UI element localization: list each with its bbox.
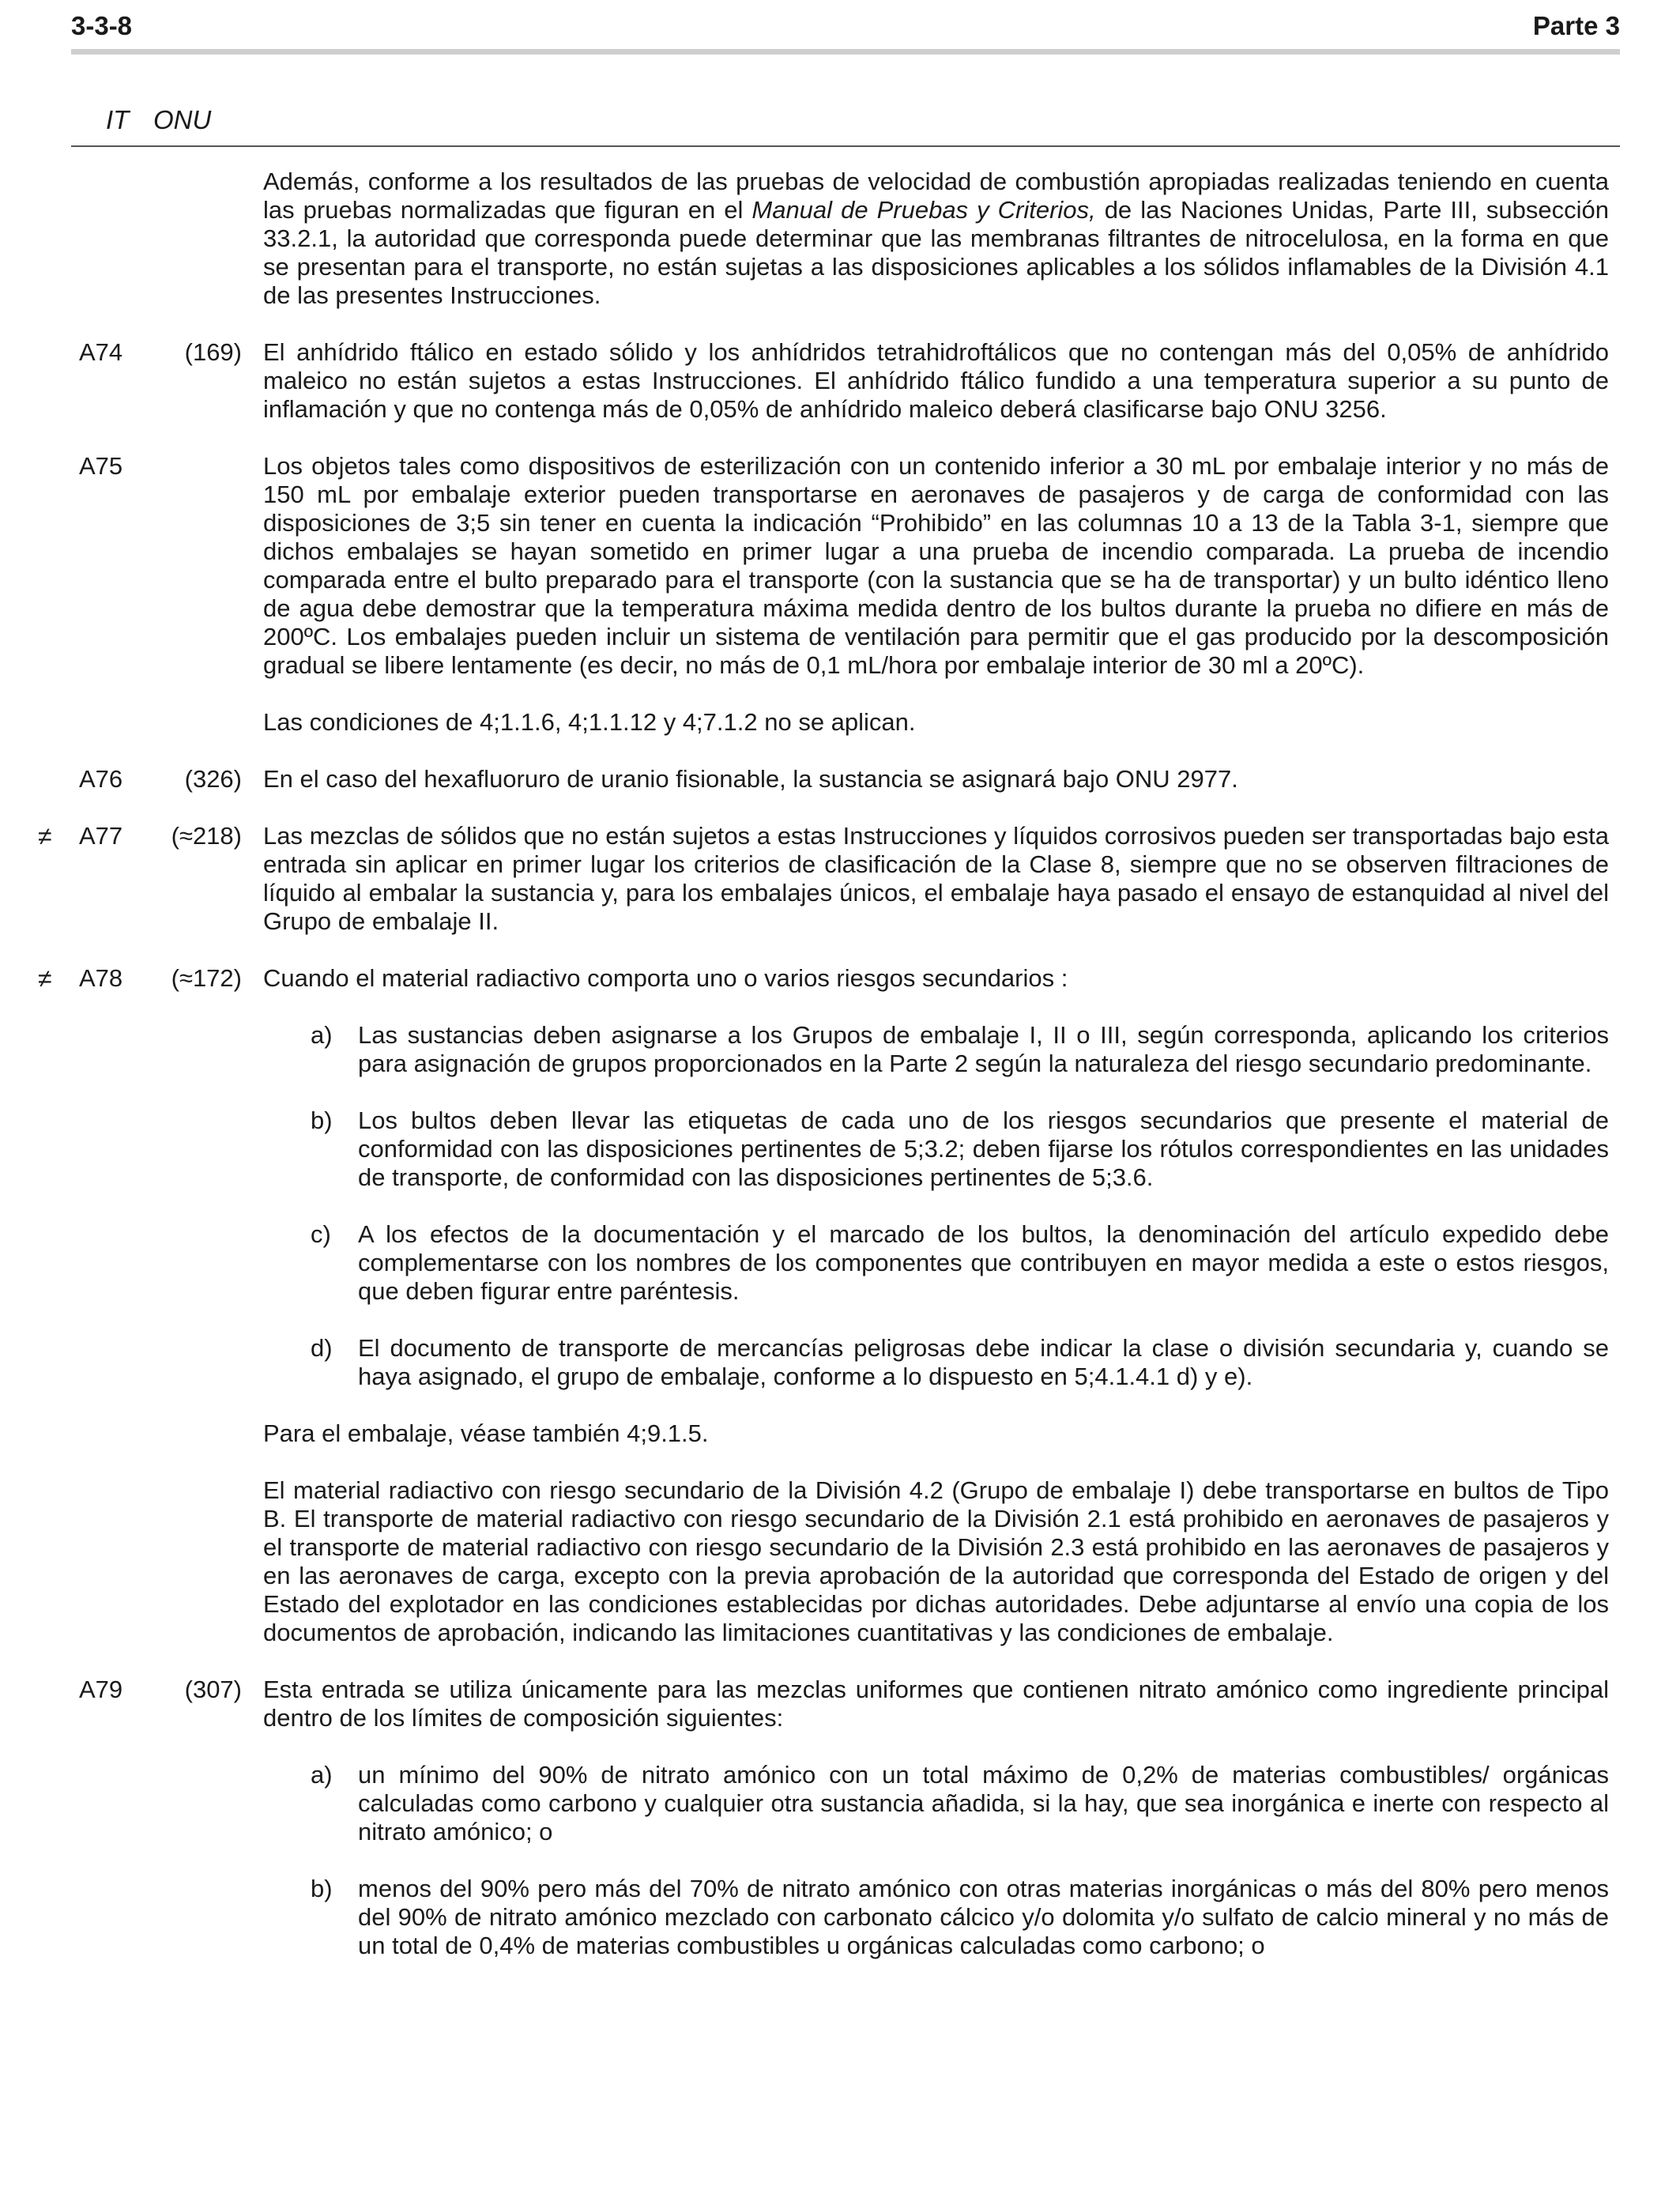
entry-un-ref: (169) bbox=[184, 338, 242, 366]
entry-code: A74 bbox=[79, 338, 123, 366]
entry-paragraph: El anhídrido ftálico en estado sólido y los anhídridos tetrahidroftálicos que no contengan más del 0,05% de anhídrido maleico no están sujetos a estas Instrucciones. El anhídrido ftálico fundido a una temperatura superior a su punto de inflamación y que no contenga más de 0,05% de anhídrido maleico deberá clasificarse bajo ONU 3256. bbox=[263, 338, 1609, 423]
list-item bbox=[0, 1021, 1680, 1078]
item-text: Las sustancias deben asignarse a los Grupos de embalaje I, II o III, según corresponda, aplicando los criterios para asignación de grupos proporcionados en la Parte 2 según la naturaleza del riesgo secundario predominante. bbox=[358, 1021, 1609, 1077]
entry-code: A76 bbox=[79, 765, 123, 793]
item-text: un mínimo del 90% de nitrato amónico con un total máximo de 0,2% de materias combustibles/ orgánicas calculadas como carbono y cualquier otra sustancia añadida, si la hay, que sea inorgánica e inerte con respecto al nitrato amónico; o bbox=[358, 1761, 1609, 1845]
entry-un-ref: (≈172) bbox=[171, 964, 242, 992]
entry-a74 bbox=[0, 338, 1680, 424]
text-run: Además, conforme a los resultados de las pruebas de velocidad de combustión apropiadas realizadas teniendo en cuenta las pruebas normalizadas que figuran en el bbox=[263, 168, 1609, 224]
entry-paragraph: Las mezclas de sólidos que no están sujetos a estas Instrucciones y líquidos corrosivos pueden ser transportadas bajo esta entrada sin aplicar en primer lugar los criterios de clasificación de la Clase 8, siempre que no se observen filtraciones de líquido al embalar la sustancia y, para los embalajes únicos, el embalaje haya pasado el ensayo de estanquidad al nivel del Grupo de embalaje II. bbox=[263, 822, 1609, 935]
entry-a75 bbox=[0, 452, 1680, 737]
item-text: A los efectos de la documentación y el marcado de los bultos, la denominación del artículo expedido debe complementarse con los nombres de los componentes que contribuyen en mayor medida a este o estos riesgos, que deben figurar entre paréntesis. bbox=[358, 1220, 1609, 1305]
list-item bbox=[0, 1334, 1680, 1391]
item-text: Los bultos deben llevar las etiquetas de cada uno de los riesgos secundarios que presente el material de conformidad con las disposiciones pertinentes de 5;3.2; deben fijarse los rótulos correspondientes en las unidades de transporte, de conformidad con las disposiciones pertinentes de 5;3.6. bbox=[358, 1106, 1609, 1191]
change-mark: ≠ bbox=[38, 964, 52, 993]
entry-a78 bbox=[0, 964, 1680, 1647]
manual-title: Manual de Pruebas y Criterios, bbox=[751, 196, 1096, 224]
item-label: a) bbox=[311, 1761, 333, 1789]
sub-item-list bbox=[0, 1021, 1680, 1391]
entry-paragraph: En el caso del hexafluoruro de uranio fisionable, la sustancia se asignará bajo ONU 2977. bbox=[263, 765, 1238, 793]
entry-paragraph: Los objetos tales como dispositivos de esterilización con un contenido inferior a 30 mL por embalaje interior y no más de 150 mL por embalaje exterior pueden transportarse en aeronaves de pasajeros y de carga de conformidad con las disposiciones de 3;5 sin tener en cuenta la indicación “Prohibido” en las columnas 10 a 13 de la Tabla 3-1, siempre que dichos embalajes se hayan sometido en primer lugar a una prueba de incendio comparada. La prueba de incendio comparada entre el bulto preparado para el transporte (con la sustancia que se ha de transportar) y un bulto idéntico lleno de agua debe demostrar que la temperatura máxima medida dentro de los bultos durante la prueba no difiere en más de 200ºC. Los embalajes pueden incluir un sistema de ventilación para permitir que el gas producido por la descomposición gradual se libere lentamente (es decir, no más de 0,1 mL/hora por embalaje interior de 30 ml a 20ºC). bbox=[263, 452, 1609, 679]
entry-continuation bbox=[0, 168, 1680, 310]
text-run: de las Naciones Unidas, Parte III, subsección 33.2.1, la autoridad que corresponda puede determinar que las membranas filtrantes de nitrocelulosa, en la forma en que se presentan para el transporte, no están sujetas a las disposiciones aplicables a los sólidos inflamables de la División 4.1 de las presentes Instrucciones. bbox=[263, 196, 1609, 309]
column-label-onu: ONU bbox=[153, 105, 212, 134]
item-text: menos del 90% pero más del 70% de nitrato amónico con otras materias inorgánicas o más del 80% pero menos del 90% de nitrato amónico mezclado con carbonato cálcico y/o dolomita y/o sulfato de calcio mineral y no más de un total de 0,4% de materias combustibles u orgánicas calculadas como carbono; o bbox=[358, 1875, 1609, 1959]
entry-un-ref: (≈218) bbox=[171, 822, 242, 850]
item-label: a) bbox=[311, 1021, 333, 1049]
entry-code: A78 bbox=[79, 964, 123, 992]
entry-a79 bbox=[0, 1676, 1680, 1960]
list-item bbox=[0, 1875, 1680, 1960]
list-item bbox=[0, 1220, 1680, 1306]
entry-code: A75 bbox=[79, 452, 123, 480]
item-label: d) bbox=[311, 1334, 333, 1362]
item-text: El documento de transporte de mercancías peligrosas debe indicar la clase o división secundaria y, cuando se haya asignado, el grupo de embalaje, conforme a lo dispuesto en 5;4.1.4.1 d) y e). bbox=[358, 1334, 1609, 1390]
part-label: Parte 3 bbox=[1532, 11, 1620, 40]
entry-code: A79 bbox=[79, 1676, 123, 1703]
column-rule bbox=[71, 145, 1620, 147]
entry-un-ref: (326) bbox=[184, 765, 242, 793]
header-rule bbox=[71, 49, 1620, 55]
item-label: b) bbox=[311, 1875, 333, 1902]
sub-item-list bbox=[0, 1761, 1680, 1960]
entry-paragraph: Cuando el material radiactivo comporta uno o varios riesgos secundarios : bbox=[263, 964, 1068, 992]
page-number: 3-3-8 bbox=[71, 11, 133, 40]
entry-paragraph: Las condiciones de 4;1.1.6, 4;1.1.12 y 4;7.1.2 no se aplican. bbox=[263, 708, 916, 736]
list-item bbox=[0, 1106, 1680, 1192]
entry-paragraph bbox=[263, 168, 1609, 310]
entry-paragraph: Para el embalaje, véase también 4;9.1.5. bbox=[263, 1419, 709, 1447]
change-mark: ≠ bbox=[38, 822, 52, 850]
entry-paragraph: El material radiactivo con riesgo secundario de la División 4.2 (Grupo de embalaje I) debe transportarse en bultos de Tipo B. El transporte de material radiactivo con riesgo secundario de la División 2.1 está prohibido en aeronaves de pasajeros y el transporte de material radiactivo con riesgo secundario de la División 2.3 está prohibido en las aeronaves de pasajeros y en las aeronaves de carga, excepto con la previa aprobación de la autoridad que corresponda del Estado de origen y del Estado del explotador en las condiciones establecidas por dichas autoridades. Debe adjuntarse al envío una copia de los documentos de aprobación, indicando las limitaciones cuantitativas y las condiciones de embalaje. bbox=[263, 1476, 1609, 1646]
column-label-it: IT bbox=[106, 105, 130, 134]
entry-code: A77 bbox=[79, 822, 123, 850]
provisions-list bbox=[0, 168, 1680, 1989]
entry-paragraph: Esta entrada se utiliza únicamente para las mezclas uniformes que contienen nitrato amónico como ingrediente principal dentro de los límites de composición siguientes: bbox=[263, 1676, 1609, 1732]
entry-a76 bbox=[0, 765, 1680, 794]
entry-un-ref: (307) bbox=[184, 1676, 242, 1703]
item-label: c) bbox=[311, 1220, 331, 1248]
entry-a77 bbox=[0, 822, 1680, 936]
item-label: b) bbox=[311, 1106, 333, 1134]
page-header bbox=[71, 6, 1620, 46]
list-item bbox=[0, 1761, 1680, 1846]
